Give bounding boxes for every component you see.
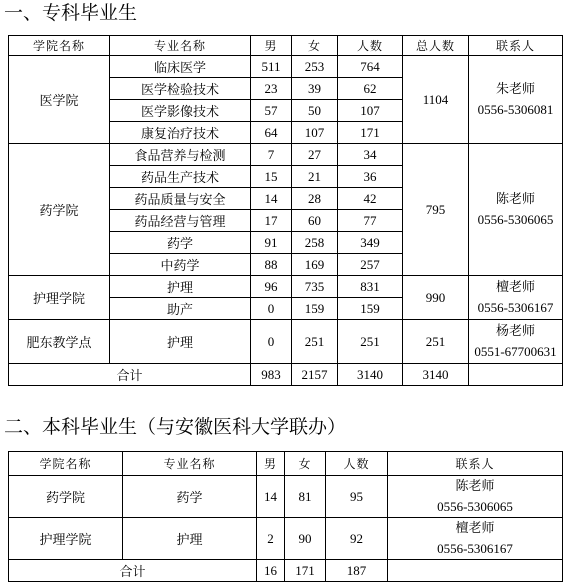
college-name: 医学院 <box>9 56 110 144</box>
major-name: 助产 <box>110 298 251 320</box>
male-count: 0 <box>251 320 292 364</box>
male-count: 15 <box>251 166 292 188</box>
contact-phone: 0556-5306065 <box>437 498 513 514</box>
female-count: 253 <box>292 56 338 78</box>
contact-name: 朱老师 <box>495 81 535 97</box>
male-count: 88 <box>251 254 292 276</box>
totals-contact-empty <box>388 560 563 582</box>
totals-row <box>9 364 563 386</box>
contact-cell <box>388 518 563 560</box>
male-count: 57 <box>251 100 292 122</box>
female-count: 90 <box>285 518 326 560</box>
header-contact: 联系人 <box>469 36 563 56</box>
grand-total: 3140 <box>403 364 469 386</box>
major-name: 医学检验技术 <box>110 78 251 100</box>
male-count: 14 <box>251 188 292 210</box>
undergraduate-graduates-table <box>8 451 563 582</box>
female-count: 169 <box>292 254 338 276</box>
major-count: 159 <box>338 298 403 320</box>
header-college: 学院名称 <box>9 452 123 476</box>
header-female: 女 <box>285 452 326 476</box>
contact-phone: 0556-5306167 <box>437 540 513 556</box>
total-count: 187 <box>326 560 388 582</box>
contact-phone: 0556-5306167 <box>477 299 554 315</box>
female-count: 107 <box>292 122 338 144</box>
major-name: 护理 <box>110 320 251 364</box>
header-male: 男 <box>257 452 285 476</box>
college-name: 药学院 <box>9 476 123 518</box>
header-college: 学院名称 <box>9 36 110 56</box>
major-name: 药学 <box>123 476 257 518</box>
college-name: 护理学院 <box>9 518 123 560</box>
female-count: 81 <box>285 476 326 518</box>
female-count: 28 <box>292 188 338 210</box>
college-name: 肥东教学点 <box>9 320 110 364</box>
female-count: 60 <box>292 210 338 232</box>
college-name: 护理学院 <box>9 276 110 320</box>
section1-title: 一、专科毕业生 <box>4 2 138 24</box>
specialist-graduates-table <box>8 35 563 386</box>
major-count: 42 <box>338 188 403 210</box>
major-name: 药学 <box>110 232 251 254</box>
major-name: 医学影像技术 <box>110 100 251 122</box>
male-count: 17 <box>251 210 292 232</box>
female-count: 21 <box>292 166 338 188</box>
table-row <box>9 276 563 298</box>
female-count: 50 <box>292 100 338 122</box>
major-name: 药品生产技术 <box>110 166 251 188</box>
header-female: 女 <box>292 36 338 56</box>
male-count: 7 <box>251 144 292 166</box>
contact-cell <box>388 476 563 518</box>
total-female: 2157 <box>292 364 338 386</box>
header-count: 人数 <box>326 452 388 476</box>
contact-name: 檀老师 <box>495 279 535 295</box>
table-row <box>9 144 563 166</box>
contact-cell <box>469 320 563 364</box>
major-count: 77 <box>338 210 403 232</box>
major-name: 康复治疗技术 <box>110 122 251 144</box>
contact-phone: 0556-5306065 <box>477 211 554 227</box>
contact-phone: 0556-5306081 <box>477 101 554 117</box>
female-count: 735 <box>292 276 338 298</box>
header-male: 男 <box>251 36 292 56</box>
male-count: 96 <box>251 276 292 298</box>
totals-contact-empty <box>469 364 563 386</box>
major-count: 349 <box>338 232 403 254</box>
male-count: 64 <box>251 122 292 144</box>
major-name: 中药学 <box>110 254 251 276</box>
major-count: 831 <box>338 276 403 298</box>
male-count: 91 <box>251 232 292 254</box>
major-name: 药品质量与安全 <box>110 188 251 210</box>
college-total: 795 <box>403 144 469 276</box>
male-count: 0 <box>251 298 292 320</box>
major-count: 95 <box>326 476 388 518</box>
major-count: 34 <box>338 144 403 166</box>
major-name: 药品经营与管理 <box>110 210 251 232</box>
total-male: 983 <box>251 364 292 386</box>
female-count: 258 <box>292 232 338 254</box>
table-row <box>9 56 563 78</box>
header-contact: 联系人 <box>388 452 563 476</box>
contact-name: 檀老师 <box>455 520 495 536</box>
male-count: 14 <box>257 476 285 518</box>
total-female: 171 <box>285 560 326 582</box>
contact-name: 陈老师 <box>455 478 495 494</box>
major-name: 护理 <box>110 276 251 298</box>
major-name: 临床医学 <box>110 56 251 78</box>
female-count: 251 <box>292 320 338 364</box>
major-count: 251 <box>338 320 403 364</box>
male-count: 23 <box>251 78 292 100</box>
totals-label: 合计 <box>9 560 257 582</box>
table-row <box>9 476 563 518</box>
total-male: 16 <box>257 560 285 582</box>
contact-name: 杨老师 <box>495 323 535 339</box>
header-major: 专业名称 <box>110 36 251 56</box>
header-total: 总人数 <box>403 36 469 56</box>
major-name: 护理 <box>123 518 257 560</box>
female-count: 39 <box>292 78 338 100</box>
header-count: 人数 <box>338 36 403 56</box>
contact-name: 陈老师 <box>495 191 535 207</box>
female-count: 159 <box>292 298 338 320</box>
contact-cell <box>469 56 563 144</box>
contact-phone: 0551-67700631 <box>474 343 557 359</box>
major-count: 171 <box>338 122 403 144</box>
table-header-row <box>9 36 563 56</box>
contact-cell <box>469 276 563 320</box>
totals-label: 合计 <box>9 364 251 386</box>
major-count: 92 <box>326 518 388 560</box>
college-total: 990 <box>403 276 469 320</box>
totals-row <box>9 560 563 582</box>
male-count: 2 <box>257 518 285 560</box>
major-count: 62 <box>338 78 403 100</box>
college-total: 1104 <box>403 56 469 144</box>
table-row <box>9 320 563 364</box>
header-major: 专业名称 <box>123 452 257 476</box>
total-count: 3140 <box>338 364 403 386</box>
major-count: 107 <box>338 100 403 122</box>
table-row <box>9 518 563 560</box>
college-name: 药学院 <box>9 144 110 276</box>
female-count: 27 <box>292 144 338 166</box>
contact-cell <box>469 144 563 276</box>
section2-title: 二、本科毕业生（与安徽医科大学联办） <box>4 416 347 438</box>
major-count: 764 <box>338 56 403 78</box>
table-header-row <box>9 452 563 476</box>
college-total: 251 <box>403 320 469 364</box>
major-name: 食品营养与检测 <box>110 144 251 166</box>
major-count: 36 <box>338 166 403 188</box>
major-count: 257 <box>338 254 403 276</box>
male-count: 511 <box>251 56 292 78</box>
